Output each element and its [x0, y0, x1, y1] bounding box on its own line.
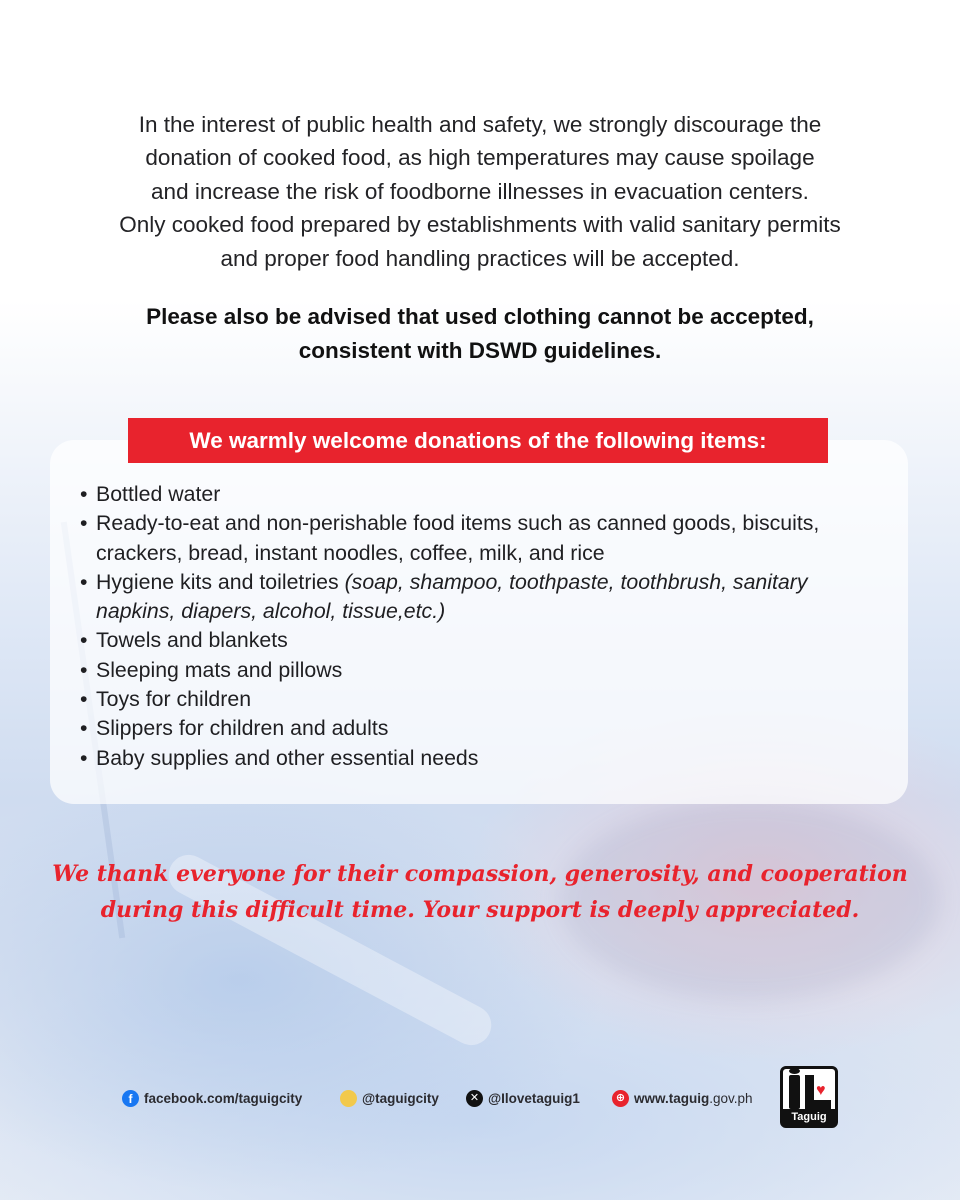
- item-text: Ready-to-eat and non-perishable food items such as canned goods, biscuits,: [96, 511, 820, 536]
- list-item: [78, 480, 908, 509]
- i-love-taguig-logo: [780, 1066, 838, 1128]
- item-text: Sleeping mats and pillows: [96, 657, 343, 682]
- list-item: [78, 744, 908, 773]
- list-item: [78, 656, 908, 685]
- item-text: Slippers for children and adults: [96, 716, 389, 741]
- item-text: Towels and blankets: [96, 628, 288, 653]
- item-text-continued: crackers, bread, instant noodles, coffee, milk, and rice: [96, 540, 605, 565]
- thanks-line: We thank everyone for their compassion, generosity, and cooperation: [52, 861, 908, 887]
- x-icon: ✕: [466, 1090, 483, 1107]
- threads-label: @taguigcity: [362, 1091, 439, 1106]
- facebook-label: facebook.com/taguigcity: [144, 1091, 303, 1106]
- clothing-advisory: [40, 300, 920, 368]
- bullet-icon: •: [80, 511, 88, 536]
- item-note-continued: napkins, diapers, alcohol, tissue,etc.): [96, 599, 446, 624]
- intro-line: In the interest of public health and safety, we strongly discourage the: [138, 112, 822, 137]
- donations-banner: We warmly welcome donations of the following items:: [128, 418, 828, 463]
- website-label: www.taguig.gov.ph: [634, 1091, 753, 1106]
- bullet-icon: •: [80, 657, 88, 682]
- heart-icon: ♥: [816, 1082, 826, 1099]
- intro-line: and increase the risk of foodborne illnesses in evacuation centers.: [151, 178, 809, 204]
- thank-you-message: [40, 856, 920, 928]
- list-item: [78, 685, 908, 714]
- x-label: @Ilovetaguig1: [488, 1091, 580, 1106]
- list-item: [78, 509, 908, 568]
- bullet-icon: •: [80, 628, 88, 653]
- advisory-line: Please also be advised that used clothing cannot be accepted,: [146, 304, 814, 329]
- intro-line: and proper food handling practices will be accepted.: [220, 245, 740, 271]
- bullet-icon: •: [80, 745, 88, 770]
- bullet-icon: •: [80, 716, 88, 741]
- item-text: Toys for children: [96, 687, 252, 712]
- bullet-icon: •: [80, 687, 88, 712]
- bullet-icon: •: [80, 482, 88, 506]
- globe-icon: ⊕: [612, 1090, 629, 1107]
- list-item: [78, 714, 908, 743]
- logo-l-foot: [805, 1100, 831, 1109]
- threads-link[interactable]: [340, 1090, 439, 1107]
- website-link[interactable]: [612, 1090, 753, 1107]
- item-text: Hygiene kits and toiletries: [96, 569, 345, 594]
- bullet-icon: •: [80, 569, 88, 594]
- logo-wordmark: Taguig: [783, 1109, 835, 1125]
- item-text: Bottled water: [96, 482, 221, 506]
- advisory-line: consistent with DSWD guidelines.: [298, 338, 662, 363]
- facebook-link[interactable]: [122, 1090, 302, 1107]
- intro-line: donation of cooked food, as high temperatures may cause spoilage: [145, 145, 815, 171]
- facebook-icon: f: [122, 1090, 139, 1107]
- logo-i: [789, 1075, 800, 1109]
- intro-paragraph: [40, 108, 920, 275]
- x-link[interactable]: [466, 1090, 580, 1107]
- donation-items-list: [78, 480, 908, 773]
- item-text: Baby supplies and other essential needs: [96, 745, 479, 770]
- list-item: [78, 568, 908, 627]
- logo-i-dot: [789, 1068, 800, 1074]
- intro-line: Only cooked food prepared by establishments with valid sanitary permits: [119, 212, 841, 238]
- item-note: (soap, shampoo, toothpaste, toothbrush, sanitary: [344, 569, 808, 594]
- threads-icon: @: [340, 1090, 357, 1107]
- thanks-line: during this difficult time. Your support is deeply appreciated.: [100, 897, 860, 923]
- list-item: [78, 626, 908, 655]
